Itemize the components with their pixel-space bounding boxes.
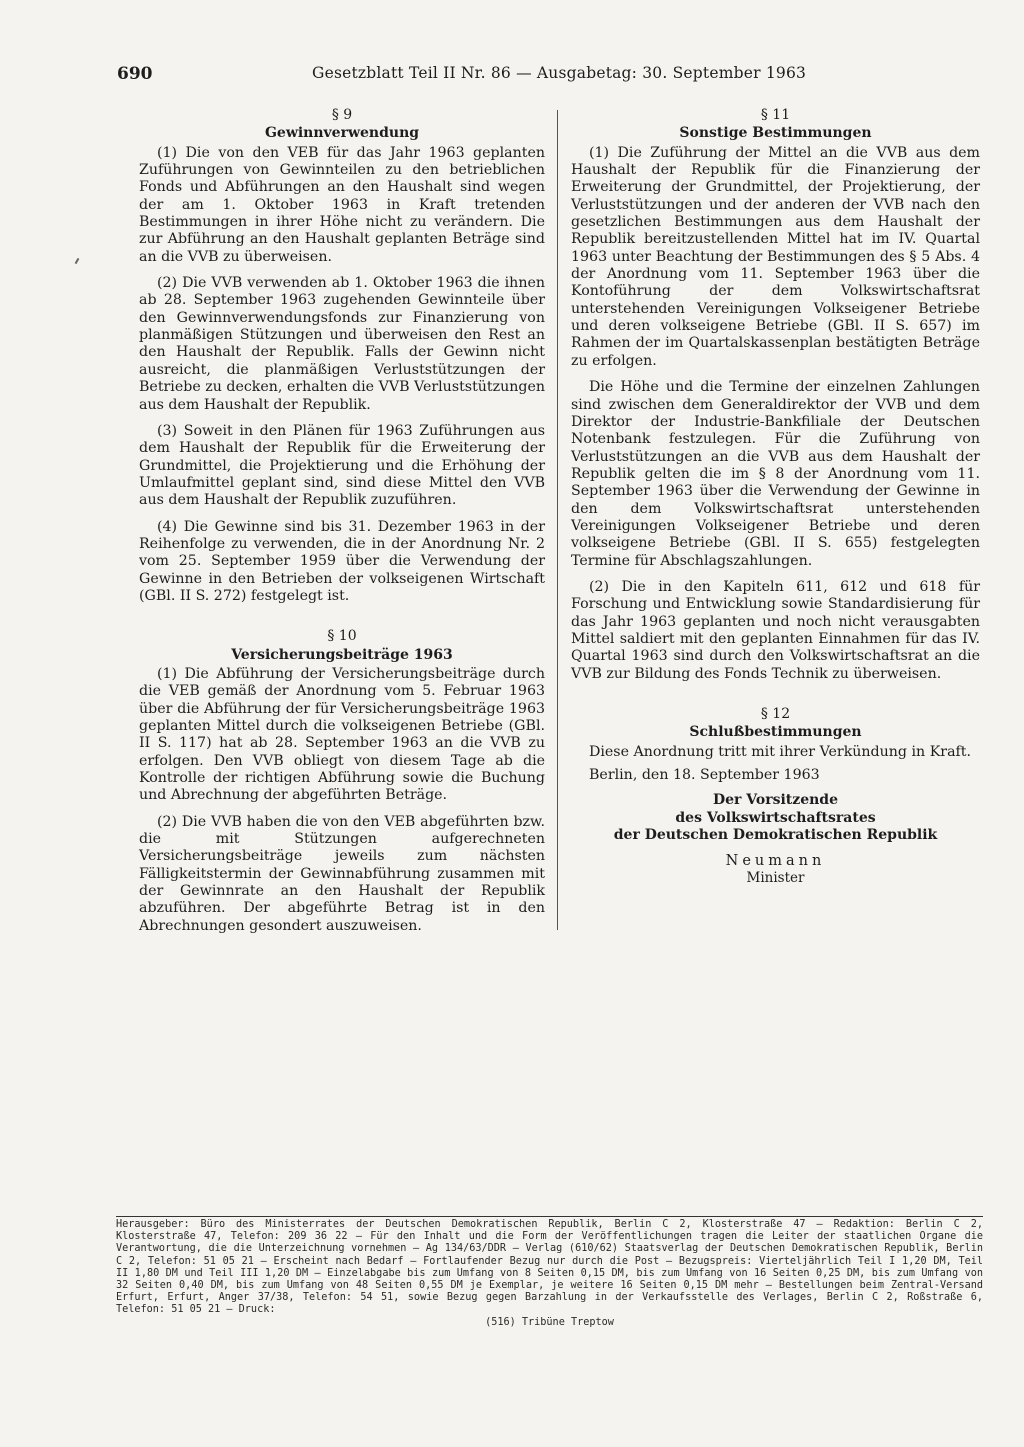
signatory-title: des Volkswirtschaftsrates	[675, 809, 876, 826]
section-number: § 9	[331, 107, 353, 123]
paragraph: (1) Die Zuführung der Mittel an die VVB aus dem Haushalt der Republik für die Finanzierung der Erweiterung der Grundmittel, der Projektierung, der Verluststützungen und der anderen der VVB nach den gesetzlichen Bestimmungen aus dem Haushalt der Republik bereitzustellenden Mittel hat im IV. Quartal 1963 unter Beachtung der Bestimmungen des § 5 Abs. 4 der Anordnung vom 11. September 1963 über die Kontoführung der dem Volkswirtschaftsrat unterstehenden Vereinigungen Volkseigener Betriebe und deren volkseigene Betriebe (GBl. II S. 657) im Rahmen der im Quartalskassenplan bestätigten Beträge zu erfolgen.	[571, 144, 980, 369]
date-line: Berlin, den 18. September 1963	[589, 767, 820, 784]
paragraph: (2) Die VVB verwenden ab 1. Oktober 1963 die ihnen ab 28. September 1963 zugehenden Gewinnteile über den Gewinnverwendungsfonds zur Finanzierung von planmäßigen Stützungen und überweisen den Rest an den Haushalt der Republik. Falls der Gewinn nicht ausreicht, die planmäßigen Verluststützungen der Betriebe zu decken, erhalten die VVB Verluststützungen aus dem Haushalt der Republik.	[139, 275, 545, 413]
column-divider	[557, 110, 558, 930]
imprint	[116, 1219, 983, 1329]
imprint-text: Herausgeber: Büro des Ministerrates der Deutschen Demokratischen Republik, Berlin C 2, Klosterstraße 47 — Redaktion: Berlin C 2, Klosterstraße 47, Telefon: 209 36 22 — Für den Inhalt und die Form der Veröffentlichungen tragen die Leiter der staatlichen Organe die Verantwortung, die die Unterzeichnung vornehmen — Ag 134/63/DDR — Verlag (610/62) Staatsverlag der Deutschen Demokratischen Republik, Berlin C 2, Telefon: 51 05 21 — Erscheint nach Bedarf — Fortlaufender Bezug nur durch die Post — Bezugspreis: Vierteljährlich Teil I 1,20 DM, Teil II 1,80 DM und Teil III 1,20 DM — Einzelabgabe bis zum Umfang von 8 Seiten 0,15 DM, bis zum Umfang von 16 Seiten 0,25 DM, bis zum Umfang von 32 Seiten 0,40 DM, bis zum Umfang von 48 Seiten 0,55 DM je Exemplar, je weitere 16 Seiten 0,15 DM mehr — Bestellungen beim Zentral-Versand Erfurt, Erfurt, Anger 37/38, Telefon: 54 51, sowie Bezug gegen Barzahlung in der Verkaufsstelle des Verlages, Berlin C 2, Roßstraße 6, Telefon: 51 05 21 — Druck:	[116, 1219, 983, 1316]
paragraph: (2) Die in den Kapiteln 611, 612 und 618 für Forschung und Entwicklung sowie Standardisierung für das Jahr 1963 geplanten und noch nicht verausgabten Mittel saldiert mit den geplanten Einnahmen für das IV. Quartal 1963 sind durch den Volkswirtschaftsrat an die VVB zur Bildung des Fonds Technik zu überweisen.	[571, 578, 980, 682]
section-title: Sonstige Bestimmungen	[679, 125, 872, 142]
scan-speck	[75, 258, 80, 264]
paragraph: (3) Soweit in den Plänen für 1963 Zuführungen aus dem Haushalt der Republik für die Erweiterung der Grundmittel, die Projektierung und die Erhöhung der Umlaufmittel geplant sind, sind diese Mittel den VVB aus dem Haushalt der Republik zuzuführen.	[139, 422, 545, 509]
signature-block	[571, 792, 980, 887]
page-number: 690	[117, 64, 153, 84]
running-title: Gesetzblatt Teil II Nr. 86 — Ausgabetag: 30. September 1963	[312, 64, 807, 82]
left-column	[139, 107, 545, 944]
section-number: § 12	[760, 706, 791, 722]
paragraph: Die Höhe und die Termine der einzelnen Zahlungen sind zwischen dem Generaldirektor der VVB und dem Direktor der Industrie-Bankfiliale der Deutschen Notenbank festzulegen. Für die Zuführung von Verluststützungen an die VVB aus dem Haushalt der Republik gelten die im § 8 der Anordnung vom 11. September 1963 über die Verwendung der Gewinne in den dem Volkswirtschaftsrat unterstehenden Vereinigungen Volkseigener Betriebe und deren volkseigene Betriebe (GBl. II S. 655) festgelegten Termine für Abschlagszahlungen.	[571, 379, 980, 569]
section-number: § 11	[760, 107, 791, 123]
section-title: Schlußbestimmungen	[689, 724, 862, 741]
paragraph: (2) Die VVB haben die von den VEB abgeführten bzw. die mit Stützungen aufgerechneten Versicherungsbeiträge jeweils zum nächsten Fälligkeitstermin der Gewinnabführung zusammen mit der Gewinnrate an den Haushalt der Republik abzuführen. Der abgeführte Betrag ist in den Abrechnungen gesondert auszuweisen.	[139, 813, 545, 934]
imprint-printer: (516) Tribüne Treptow	[485, 1316, 614, 1328]
signatory-title: der Deutschen Demokratischen Republik	[613, 827, 938, 844]
paragraph: Diese Anordnung tritt mit ihrer Verkündung in Kraft.	[589, 743, 971, 760]
paragraph: (1) Die von den VEB für das Jahr 1963 geplanten Zuführungen von Gewinnteilen zu den betrieblichen Fonds und Abführungen an den Haushalt sind wegen der am 1. Oktober 1963 in Kraft tretenden Bestimmungen in ihrer Höhe nicht zu verändern. Die zur Abführung an den Haushalt geplanten Beträge sind an die VVB zu überweisen.	[139, 144, 545, 265]
right-column	[571, 107, 980, 888]
footer-rule	[116, 1216, 983, 1217]
section-title: Versicherungsbeiträge 1963	[231, 646, 453, 663]
section-number: § 10	[327, 628, 357, 645]
signatory-name: Neumann	[725, 852, 826, 869]
section-title: Gewinnverwendung	[264, 125, 420, 142]
paragraph: (4) Die Gewinne sind bis 31. Dezember 1963 in der Reihenfolge zu verwenden, die in der Anordnung Nr. 2 vom 25. September 1959 über die Verwendung der Gewinne in den Betrieben der volkseigenen Wirtschaft (GBl. II S. 272) festgelegt ist.	[139, 518, 545, 604]
signatory-role: Minister	[746, 870, 805, 887]
paragraph: (1) Die Abführung der Versicherungsbeiträge durch die VEB gemäß der Anordnung vom 5. Februar 1963 über die Abführung der für Versicherungsbeiträge 1963 geplanten Mittel durch die volkseigenen Betriebe (GBl. II S. 117) hat ab 28. September 1963 an die VVB zu erfolgen. Den VVB obliegt von diesem Tage ab die Kontrolle der richtigen Abführung sowie die Buchung und Abrechnung der abgeführten Beträge.	[139, 665, 545, 804]
signatory-title: Der Vorsitzende	[713, 792, 838, 809]
